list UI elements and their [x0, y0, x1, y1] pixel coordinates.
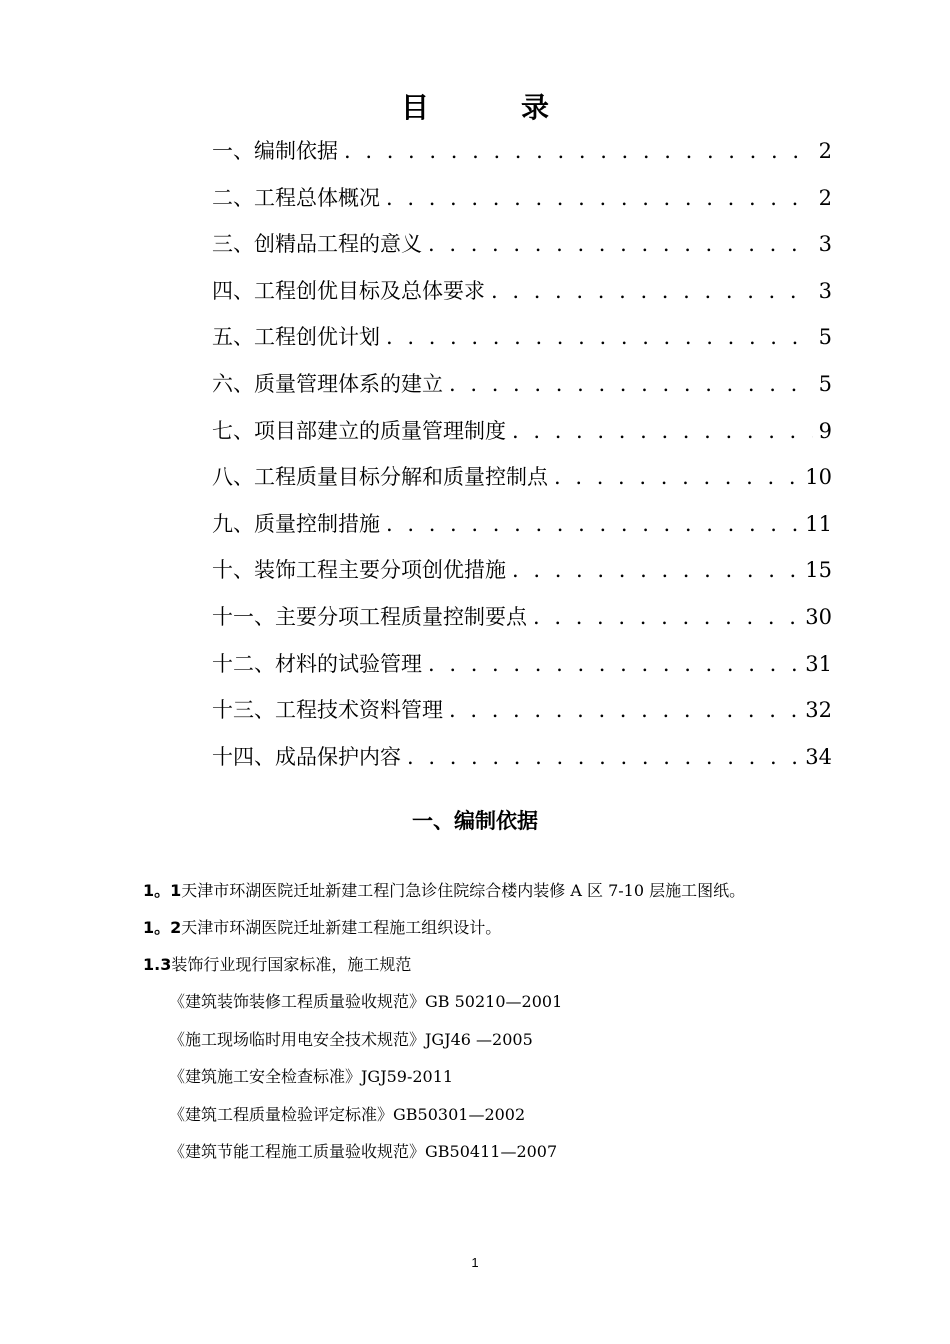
basis-item-text: 天津市环湖医院迁址新建工程施工组织设计。 — [181, 918, 502, 937]
section-heading: 一、编制依据 — [412, 809, 538, 833]
toc-leader-dots — [512, 408, 813, 455]
toc-entry[interactable] — [212, 408, 832, 455]
toc-entry-page: 3 — [818, 278, 832, 303]
basis-item-text: 天津市环湖医院迁址新建工程门急诊住院综合楼内装修 A 区 7-10 层施工图纸。 — [181, 881, 746, 900]
toc-leader-dots — [386, 501, 799, 548]
toc-entry-label: 五、工程创优计划 — [212, 325, 380, 350]
toc-leader-dots — [554, 454, 799, 501]
toc-entry-label: 十二、材料的试验管理 — [212, 651, 422, 676]
toc-entry-page: 5 — [818, 371, 832, 396]
standard-reference: 《建筑装饰装修工程质量验收规范》GB 50210—2001 — [169, 992, 563, 1011]
toc-entry[interactable] — [212, 175, 832, 222]
toc-entry-page: 5 — [818, 325, 832, 350]
toc-entry-label: 六、质量管理体系的建立 — [212, 371, 443, 396]
toc-entry-page: 3 — [818, 232, 832, 257]
toc-entry-page: 2 — [818, 139, 832, 163]
toc-entry[interactable] — [212, 128, 832, 175]
toc-entry[interactable] — [212, 361, 832, 408]
toc-entry[interactable] — [212, 641, 832, 688]
toc-entry-page: 30 — [805, 604, 832, 629]
toc-leader-dots — [449, 687, 799, 734]
standard-reference: 《建筑工程质量检验评定标准》GB50301—2002 — [169, 1104, 526, 1124]
toc-entry-page: 31 — [805, 651, 832, 676]
toc-leader-dots — [491, 268, 813, 315]
toc-entry-label: 十一、主要分项工程质量控制要点 — [212, 604, 527, 629]
toc-entry-label: 一、编制依据 — [212, 139, 338, 163]
table-of-contents — [212, 128, 832, 780]
toc-leader-dots — [449, 361, 813, 408]
toc-leader-dots — [344, 128, 813, 175]
basis-item — [143, 872, 823, 909]
toc-entry[interactable] — [212, 314, 832, 361]
toc-entry[interactable] — [212, 734, 832, 781]
toc-entry-page: 34 — [805, 744, 832, 769]
toc-entry-page: 10 — [805, 465, 832, 490]
basis-item-number: 1。1 — [143, 881, 182, 900]
toc-entry-label: 十三、工程技术资料管理 — [212, 698, 443, 723]
standard-reference: 《建筑节能工程施工质量验收规范》GB50411—2007 — [169, 1142, 558, 1161]
toc-entry[interactable] — [212, 547, 832, 594]
toc-entry[interactable] — [212, 221, 832, 268]
toc-entry[interactable] — [212, 594, 832, 641]
toc-entry-page: 9 — [818, 418, 832, 443]
toc-entry-page: 2 — [818, 185, 832, 210]
toc-entry[interactable] — [212, 687, 832, 734]
basis-item — [143, 909, 823, 946]
toc-leader-dots — [386, 314, 813, 361]
basis-item — [143, 946, 823, 983]
toc-leader-dots — [407, 734, 799, 781]
toc-leader-dots — [386, 175, 813, 222]
toc-entry-page: 15 — [805, 558, 832, 583]
toc-leader-dots — [428, 221, 813, 268]
toc-leader-dots — [428, 641, 799, 688]
basis-item-text: 装饰行业现行国家标准，施工规范 — [171, 955, 412, 974]
basis-item-number: 1。2 — [143, 918, 182, 937]
toc-entry-label: 七、项目部建立的质量管理制度 — [212, 418, 506, 443]
toc-entry[interactable] — [212, 268, 832, 315]
toc-entry-label: 九、质量控制措施 — [212, 511, 380, 536]
toc-entry-label: 八、工程质量目标分解和质量控制点 — [212, 465, 548, 490]
section-body — [143, 872, 823, 1171]
toc-entry-page: 11 — [805, 511, 832, 536]
standard-reference: 《建筑施工安全检查标准》JGJ59-2011 — [169, 1067, 454, 1086]
toc-entry-label: 三、创精品工程的意义 — [212, 232, 422, 257]
standard-reference: 《施工现场临时用电安全技术规范》JGJ46 —2005 — [169, 1029, 533, 1049]
toc-leader-dots — [533, 594, 799, 641]
toc-entry[interactable] — [212, 501, 832, 548]
toc-entry-label: 四、工程创优目标及总体要求 — [212, 278, 485, 303]
toc-title: 目录 — [400, 91, 641, 124]
toc-entry-label: 十四、成品保护内容 — [212, 744, 401, 769]
toc-entry[interactable] — [212, 454, 832, 501]
basis-item-number: 1.3 — [143, 955, 172, 974]
toc-entry-label: 十、装饰工程主要分项创优措施 — [212, 558, 506, 583]
toc-entry-label: 二、工程总体概况 — [212, 185, 380, 210]
toc-leader-dots — [512, 547, 799, 594]
page-number: 1 — [471, 1255, 479, 1270]
toc-entry-page: 32 — [805, 698, 832, 723]
